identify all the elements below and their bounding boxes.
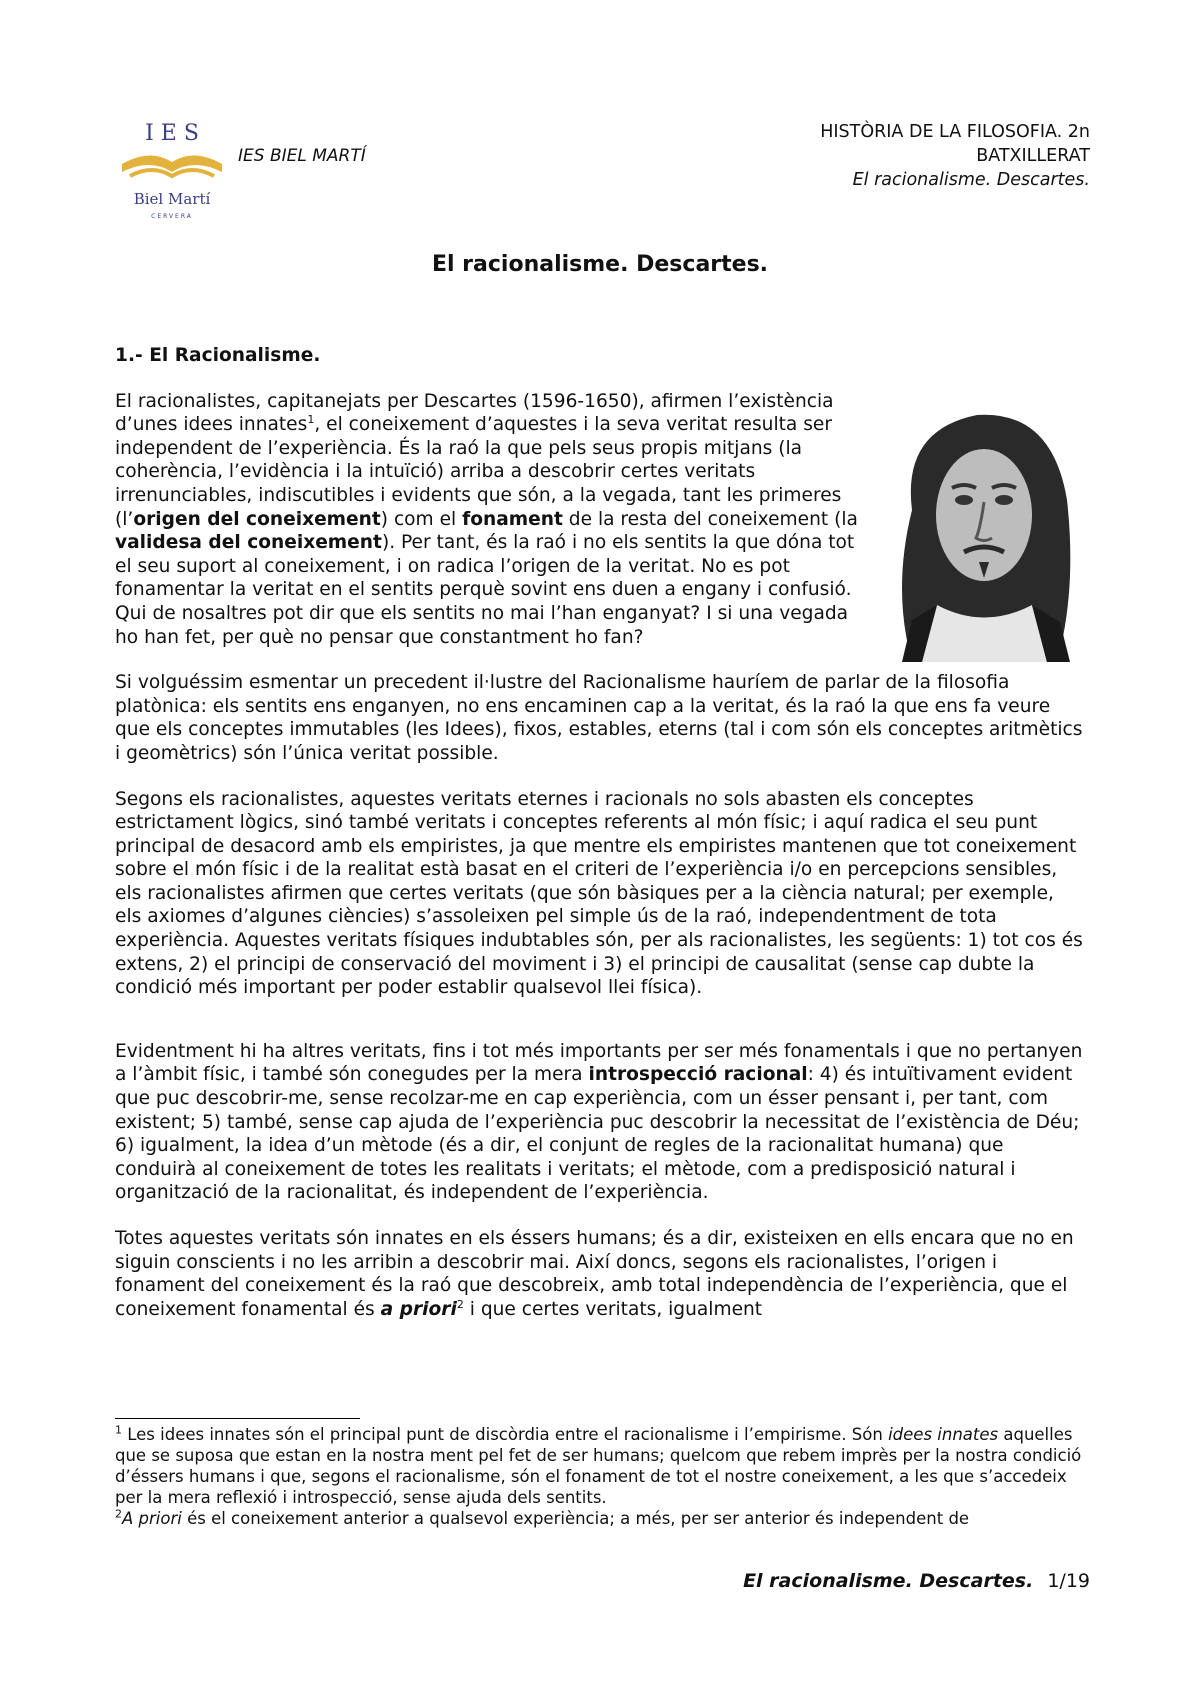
footnote-ref-2[interactable]: 2 — [456, 1297, 464, 1311]
footnote-ref-1[interactable]: 1 — [307, 413, 315, 426]
footnote-separator — [115, 1418, 360, 1419]
footnote-2: $^2$A priori és el coneixement anterior a qualsevol experiència; a més, per ser anterior és independent de — [115, 1507, 970, 1528]
paragraph-4: Evidentment hi ha altres veritats, fins i tot més importants per ser més fonamentals i que no pertanyen a l’àmbit físic, i també són conegudes per la mera introspecció racional: 4) és intuïtivament evident que puc descobrir-me, sense recolzar-me en cap experiència, com un ésser pensant i, per tant, com existent; 5) també, sense cap ajuda de l’experiència puc descobrir la necessitat de l’existència de Déu; 6) igualment, la idea d’un mètode (és a dir, el conjunt de regles de la racionalitat humana) que conduirà al coneixement de totes les realitats i veritats; el mètode, com a predisposició natural i organització de la racionalitat, és independent de l’experiència. — [115, 1040, 1083, 1204]
term-fonament: fonament — [462, 508, 563, 530]
footnotes — [115, 1424, 1085, 1529]
term-validesa: validesa del coneixement — [115, 532, 382, 554]
logo-text-bottom: Biel Martí — [133, 190, 211, 208]
footnote-1: $^1$ Les idees innates són el principal punt de discòrdia entre el racionalisme i l’empirisme. Són idees innates aquelles que se suposa que estan en la nostra ment pel fet de ser humans; quelcom que rebem imprès per la nostra condició d’éssers humans i que, segons el racionalisme, són el fonament de tot el nostre coneixement, a les que s’accedeix per la mera reflexió i introspecció, sense ajuda dels sentits. — [115, 1423, 1082, 1507]
course-subtitle: El racionalisme. Descartes. — [852, 170, 1090, 190]
descartes-portrait — [882, 390, 1087, 662]
document-title: El racionalisme. Descartes. — [431, 252, 769, 277]
section-heading: 1.- El Racionalisme. — [115, 345, 321, 366]
paragraph-1: El racionalistes, capitanejats per Descartes (1596-1650), afirmen l’existència d’unes idees innates$^1$, el coneixement d’aquestes i la seva veritat resulta ser independent de l’experiència. És la raó la que pels seus propis mitjans (la coherència, l’evidència i la intuïció) arriba a descobrir certes veritats irrenunciables, indiscutibles i evidents que són, a la vegada, tant les primeres (l’origen del coneixement) com el fonament de la resta del coneixement (la validesa del coneixement). Per tant, és la raó i no els sentits la que dóna tot el seu suport al coneixement, i on radica l’origen de la veritat. No es pot fonamentar la veritat en el sentits perquè sovint ens duen a engany i confusió. Qui de nosaltres pot dir que els sentits no mai l’han enganyat? I si una vegada ho han fet, per què no pensar que constantment ho fan? — [115, 390, 858, 648]
logo-text-small: CERVERA — [151, 213, 193, 220]
paragraph-2: Si volguéssim esmentar un precedent il·lustre del Racionalisme hauríem de parlar de la filosofia platònica: els sentits ens enganyen, no ens encaminen cap a la veritat, és la raó la que ens fa veure que els conceptes immutables (les Idees), fixos, estables, eterns (tal i com són els conceptes aritmètics i geomètrics) són l’única veritat possible. — [115, 672, 1083, 764]
school-logo — [120, 118, 224, 222]
course-line-1: HISTÒRIA DE LA FILOSOFIA. 2n — [820, 122, 1090, 142]
document-body — [115, 344, 1085, 1321]
paragraph-5: Totes aquestes veritats són innates en els éssers humans; és a dir, existeixen en ells encara que no en siguin conscients i no les arribin a descobrir mai. Així doncs, segons els racionalistes, l’origen i fonament del coneixement és la raó que descobreix, amb total independència de l’experiència, que el coneixement fonamental és a priori$^2$ i que certes veritats, igualment — [115, 1228, 1074, 1320]
course-line-2: BATXILLERAT — [976, 146, 1090, 166]
course-header — [820, 120, 1090, 192]
paragraph-3: Segons els racionalistes, aquestes veritats eternes i racionals no sols abasten els conceptes estrictament lògics, sinó també veritats i conceptes referents al món físic; i aquí radica el seu punt principal de desacord amb els empiristes, ja que mentre els empiristes mantenen que tot coneixement sobre el món físic i de la realitat està basat en el criteri de l’experiència i/o en percepcions sensibles, els racionalistes afirmen que certes veritats (que són bàsiques per a la ciència natural; per exemple, els axiomes d’algunes ciències) s’assoleixen pel simple ús de la raó, independentment de tota experiència. Aquestes veritats físiques indubtables són, per als racionalistes, les següents: 1) tot cos és extens, 2) el principi de conservació del moviment i 3) el principi de causalitat (sense cap dubte la condició més important per poder establir qualsevol llei física). — [115, 788, 1083, 999]
school-name: IES BIEL MARTÍ — [238, 146, 366, 166]
page-footer — [743, 1570, 1090, 1592]
term-origen: origen del coneixement — [133, 508, 381, 530]
logo-text-top: I E S — [145, 121, 199, 146]
term-a-priori: a priori — [380, 1298, 457, 1320]
page-number: 1/19 — [1047, 1570, 1090, 1592]
term-introspeccio: introspecció racional — [588, 1064, 808, 1086]
footer-title: El racionalisme. Descartes. — [743, 1570, 1034, 1592]
